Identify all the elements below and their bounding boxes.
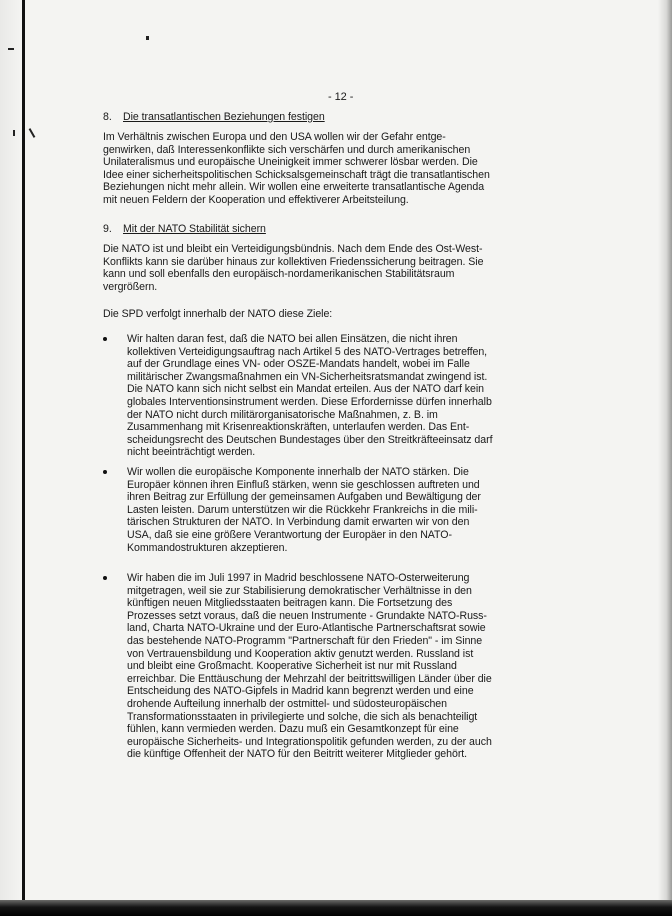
page-number: - 12 - [328,91,354,103]
section-8-title: Die transatlantischen Beziehungen festigen [123,111,325,123]
text-line: Lasten leisten. Darum unterstützen wir die Rückkehr Frankreichs in die mili- [127,503,478,516]
text-line: tärischen Strukturen der NATO. In Verbindung damit erwarten wir von den [127,516,470,529]
bullet-icon [103,337,107,341]
list-item [127,466,519,554]
text-line: Wir haben die im Juli 1997 in Madrid beschlossene NATO-Osterweiterung [127,572,470,584]
section-9-heading [103,223,266,236]
text-line: Entscheidung des NATO-Gipfels in Madrid kann begrenzt werden und eine [127,685,474,698]
text-line: Unilateralismus und europäische Uneinigkeit immer schwerer lösbar werden. Die [103,156,478,169]
text-line: die künftige Offenheit der NATO für den Beitritt weiterer Mitglieder gehört. [127,748,468,761]
text-line: ihren Beitrag zur Erfüllung der gemeinsamen Aufgaben und Bewältigung der [127,491,481,504]
text-line: Die NATO ist und bleibt ein Verteidigungsbündnis. Nach dem Ende des Ost-West- [103,243,483,255]
text-line: scheidungsrecht des Deutschen Bundestages über den Streitkräfteeinsatz darf [127,433,493,446]
scan-edge-right [658,0,672,916]
text-line: das bestehende NATO-Programm "Partnerschaft für den Frieden" - im Sinne [127,634,483,647]
text-line: Kommandostrukturen akzeptieren. [127,541,288,554]
section-8-heading [103,111,325,124]
text-line: Die SPD verfolgt innerhalb der NATO diese Ziele: [103,308,333,320]
scan-edge-bottom [0,900,672,916]
text-line: globales Interventionsinstrument werden. Diese Erfordernisse dürfen innerhalb [127,395,492,408]
list-item [127,572,519,761]
scan-margin-left [0,0,22,916]
text-line: europäische Sicherheits- und Integrationspolitik gefunden werden, zu der auch [127,735,492,748]
text-line: Wir halten daran fest, daß die NATO bei allen Einsätzen, die nicht ihren [127,333,458,345]
text-line: mit neuen Feldern der Kooperation und effektiverer Arbeitsteilung. [103,193,409,206]
section-9-title: Mit der NATO Stabilität sichern [123,223,266,235]
text-line: kollektiven Verteidigungsauftrag nach Artikel 5 des NATO-Vertrages betreffen, [127,345,488,358]
scan-edge-left [22,0,25,916]
scan-speck [29,128,36,138]
text-line: land, Charta NATO-Ukraine und der Euro-Atlantische Partnerschaftsrat sowie [127,622,486,635]
text-line: fühlen, kann vermieden werden. Dazu muß ein Gesamtkonzept für eine [127,723,459,736]
text-line: Im Verhältnis zwischen Europa und den USA wollen wir der Gefahr entge- [103,131,446,143]
text-line: genwirken, daß Interessenkonflikte sich verschärfen und durch amerikanischen [103,143,471,156]
text-line: auf der Grundlage eines VN- oder OSZE-Mandats handelt, wobei im Falle [127,358,470,371]
text-line: Beziehungen nicht mehr allein. Wir wollen eine erweiterte transatlantische Agenda [103,181,485,194]
section-8-number: 8. [103,111,112,123]
text-line: Transformationsstaaten in privilegierte und solche, die sich als benachteiligt [127,710,478,723]
goals-intro [103,308,521,321]
list-item [127,333,519,459]
text-line: von Vertrauensbildung und Kooperation aktiv genutzt werden. Russland ist [127,647,474,660]
scan-speck [146,36,149,40]
text-line: nicht beeinträchtigt werden. [127,446,256,459]
text-line: Wir wollen die europäische Komponente innerhalb der NATO stärken. Die [127,466,469,478]
text-line: Idee einer sicherheitspolitischen Schicksalsgemeinschaft trägt die transatlantischen [103,168,490,181]
text-line: Prozesses setzt voraus, daß die neuen Instrumente - Grundakte NATO-Russ- [127,609,487,622]
scan-speck [8,48,14,50]
section-9-number: 9. [103,223,112,235]
text-line: Die NATO kann sich nicht selbst ein Mandat erteilen. Aus der NATO darf kein [127,383,485,396]
scan-speck [13,130,15,136]
text-line: kann und soll ebenfalls den europäisch-nordamerikanischen Stabilitätsraum [103,268,455,281]
text-line: Europäer können ihren Einfluß stärken, wenn sie geschlossen auftreten und [127,478,480,491]
text-line: Konflikts kann sie darüber hinaus zur kollektiven Friedenssicherung beitragen. Sie [103,255,484,268]
section-9-intro-paragraph [103,243,521,293]
bullet-icon [103,470,107,474]
text-line: vergrößern. [103,280,158,293]
text-line: mitgetragen, weil sie zur Stabilisierung demokratischer Verhältnisse in den [127,584,472,597]
text-line: und bleibt eine Großmacht. Kooperative Sicherheit ist nur mit Russland [127,660,457,673]
text-line: Zusammenhang mit Krisenreaktionskräften, unterlaufen werden. Das Ent- [127,421,470,434]
section-8-paragraph [103,131,521,207]
text-line: künftigen neuen Mitgliedsstaaten beitragen kann. Die Fortsetzung des [127,597,453,610]
text-line: drohende Aufteilung innerhalb der ostmittel- und südosteuropäischen [127,697,447,710]
text-line: militärischer Zwangsmaßnahmen ein VN-Sicherheitsratsmandat zwingend ist. [127,370,488,383]
text-line: erreichbar. Die Enttäuschung der Mehrzahl der beitrittswilligen Länder über die [127,672,492,685]
bullet-icon [103,576,107,580]
text-line: der NATO nicht durch militärorganisatorische Maßnahmen, z. B. im [127,408,438,421]
text-line: USA, daß sie eine größere Verantwortung der Europäer in den NATO- [127,528,452,541]
